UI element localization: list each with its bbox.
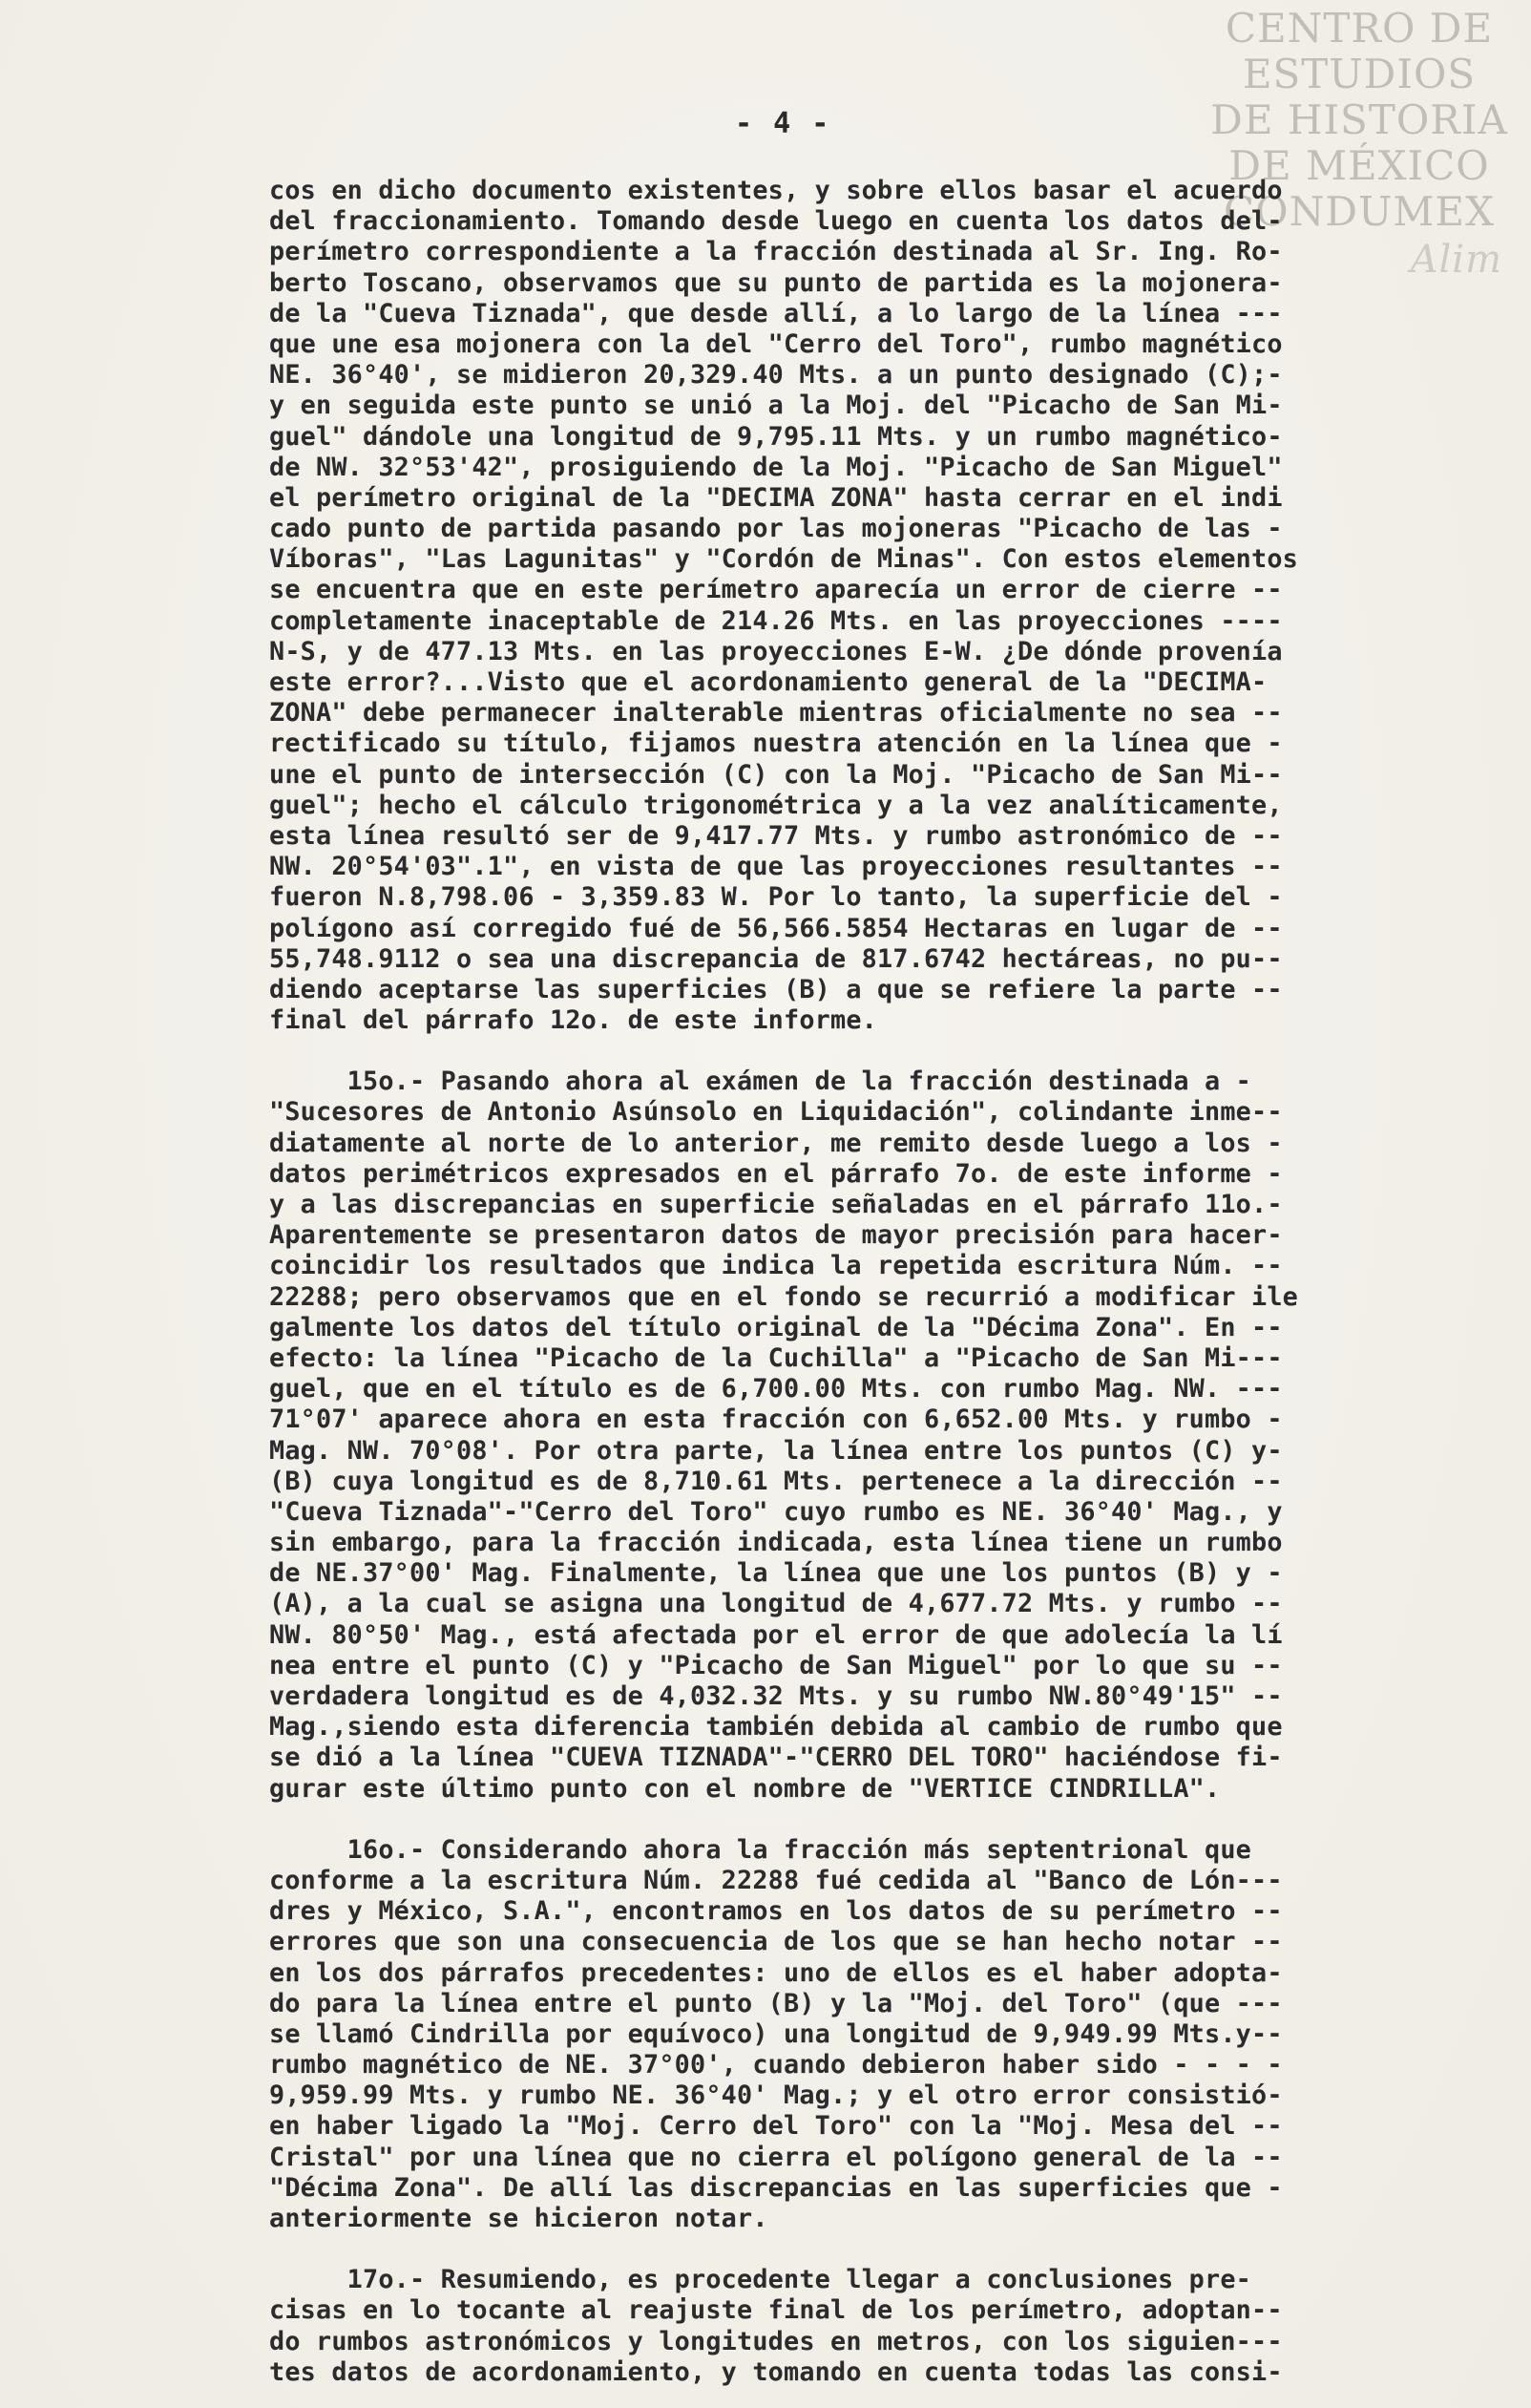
text-line: y en seguida este punto se unió a la Moj. del "Picacho de San Mi- [269,391,1283,421]
text-line: diendo aceptarse las superficies (B) a que se refiere la parte -- [269,974,1283,1004]
text-line: 22288; pero observamos que en el fondo se recurrió a modificar ile [269,1281,1298,1312]
text-line: conforme a la escritura Núm. 22288 fué cedida al "Banco de Lón--- [269,1865,1283,1895]
text-line: fueron N.8,798.06 - 3,359.83 W. Por lo tanto, la superficie del - [269,882,1283,913]
watermark-line-5: CONDUMEX [1224,188,1495,235]
text-line: que une esa mojonera con la del "Cerro del Toro", rumbo magnético [269,328,1283,359]
text-line: efecto: la línea "Picacho de la Cuchilla" a "Picacho de San Mi--- [269,1342,1283,1373]
text-line: NE. 36°40', se midieron 20,329.40 Mts. a un punto designado (C);- [269,360,1283,391]
text-line: diatamente al norte de lo anterior, me remito desde luego a los - [269,1128,1283,1158]
text-line: en los dos párrafos precedentes: uno de ellos es el haber adopta- [269,1957,1283,1988]
text-line: ZONA" debe permanecer inalterable mientras oficialmente no sea -- [269,698,1283,729]
text-line: de la "Cueva Tiznada", que desde allí, a lo largo de la línea --- [269,298,1283,328]
text-line: N-S, y de 477.13 Mts. en las proyecciones E-W. ¿De dónde provenía [269,636,1283,666]
text-line: NW. 20°54'03".1", en vista de que las proyecciones resultantes -- [269,852,1283,882]
page-number: - 4 - [735,107,831,140]
text-line: polígono así corregido fué de 56,566.5854 Hectaras en lugar de -- [269,913,1283,943]
text-line: Mag. NW. 70°08'. Por otra parte, la línea entre los puntos (C) y- [269,1435,1283,1466]
text-line: anteriormente se hicieron notar. [269,2204,768,2233]
text-line: "Décima Zona". De allí las discrepancias en las superficies que - [269,2172,1283,2203]
text-line: Cristal" por una línea que no cierra el polígono general de la -- [269,2142,1283,2172]
text-line: completamente inaceptable de 214.26 Mts. en las proyecciones ---- [269,605,1283,636]
watermark-line-2: ESTUDIOS [1242,51,1477,97]
text-line: verdadera longitud es de 4,032.32 Mts. y su rumbo NW.80°49'15" -- [269,1681,1283,1711]
watermark-signature: Alim [1410,238,1502,282]
text-line: guel" dándole una longitud de 9,795.11 Mts. y un rumbo magnético- [269,421,1283,452]
text-line: se llamó Cindrilla por equívoco) una longitud de 9,949.99 Mts.y-- [269,2018,1283,2049]
text-line: Víboras", "Las Lagunitas" y "Cordón de Minas". Con estos elementos [269,544,1298,575]
paragraph-gap [269,2234,1453,2265]
text-line: rumbo magnético de NE. 37°00', cuando debieron haber sido - - - - [269,2050,1283,2081]
paragraph-3 [269,1835,1453,2234]
text-line: Mag.,siendo esta diferencia también debida al cambio de rumbo que [269,1712,1283,1743]
text-line: guel, que en el título es de 6,700.00 Mts. con rumbo Mag. NW. --- [269,1374,1283,1405]
text-line: cado punto de partida pasando por las mojoneras "Picacho de las - [269,514,1283,544]
text-line: el perímetro original de la "DECIMA ZONA" hasta cerrar en el indi [269,482,1283,513]
text-line: Aparentemente se presentaron datos de mayor precisión para hacer- [269,1220,1283,1251]
text-line: datos perimétricos expresados en el párrafo 7o. de este informe - [269,1158,1283,1189]
text-line: une el punto de intersección (C) con la Moj. "Picacho de San Mi-- [269,759,1283,790]
text-line: errores que son una consecuencia de los que se han hecho notar -- [269,1927,1283,1957]
text-line: este error?...Visto que el acordonamiento general de la "DECIMA- [269,667,1268,697]
text-line: gurar este último punto con el nombre de "VERTICE CINDRILLA". [269,1773,1221,1804]
paragraph-gap [269,1036,1453,1067]
text-line: NW. 80°50' Mag., está afectada por el error de que adolecía la lí [269,1619,1283,1650]
text-line: galmente los datos del título original de la "Décima Zona". En -- [269,1312,1283,1342]
text-line: 9,959.99 Mts. y rumbo NE. 36°40' Mag.; y el otro error consistió- [269,2081,1283,2111]
text-line: y a las discrepancias en superficie señaladas en el párrafo 11o.- [269,1190,1283,1219]
paragraph-4 [269,2265,1453,2388]
text-line: "Cueva Tiznada"-"Cerro del Toro" cuyo rumbo es NE. 36°40' Mag., y [269,1496,1283,1527]
body-text [269,176,1453,2388]
text-line: nea entre el punto (C) y "Picacho de San Miguel" por lo que su -- [269,1650,1283,1680]
text-line: "Sucesores de Antonio Asúnsolo en Liquidación", colindante inme-- [269,1097,1283,1128]
text-line: cos en dicho documento existentes, y sobre ellos basar el acuerdo [269,176,1283,205]
text-line: se dió a la línea "CUEVA TIZNADA"-"CERRO DEL TORO" haciéndose fi- [269,1743,1283,1773]
text-line: 17o.- Resumiendo, es procedente llegar a conclusiones pre- [269,2265,1251,2295]
watermark-line-1: CENTRO DE [1225,5,1494,52]
text-line: de NE.37°00' Mag. Finalmente, la línea que une los puntos (B) y - [269,1558,1283,1589]
text-line: 15o.- Pasando ahora al exámen de la fracción destinada a - [269,1067,1251,1097]
text-line: dres y México, S.A.", encontramos en los datos de su perímetro -- [269,1896,1283,1927]
text-line: 16o.- Considerando ahora la fracción más septentrional que [269,1834,1251,1865]
text-line: guel"; hecho el cálculo trigonométrica y a la vez analíticamente, [269,790,1283,820]
text-line: del fraccionamiento. Tomando desde luego en cuenta los datos del- [269,206,1283,237]
text-line: de NW. 32°53'42", prosiguiendo de la Moj. "Picacho de San Miguel" [269,452,1283,482]
text-line: esta línea resultó ser de 9,417.77 Mts. y rumbo astronómico de -- [269,820,1283,851]
text-line: do para la línea entre el punto (B) y la "Moj. del Toro" (que --- [269,1988,1283,2018]
text-line: (B) cuya longitud es de 8,710.61 Mts. pertenece a la dirección -- [269,1466,1283,1496]
text-line: (A), a la cual se asigna una longitud de 4,677.72 Mts. y rumbo -- [269,1589,1283,1619]
watermark-line-4: DE MÉXICO [1228,142,1490,189]
text-line: 55,748.9112 o sea una discrepancia de 817.6742 hectáreas, no pu-- [269,943,1283,974]
text-line: en haber ligado la "Moj. Cerro del Toro" con la "Moj. Mesa del -- [269,2111,1283,2142]
paragraph-2 [269,1067,1453,1805]
text-line: berto Toscano, observamos que su punto de partida es la mojonera- [269,267,1283,298]
text-line: do rumbos astronómicos y longitudes en metros, con los siguien--- [269,2326,1283,2356]
text-line: final del párrafo 12o. de este informe. [269,1005,877,1036]
text-line: rectificado su título, fijamos nuestra atención en la línea que - [269,729,1283,759]
text-line: sin embargo, para la fracción indicada, esta línea tiene un rumbo [269,1528,1283,1558]
text-line: se encuentra que en este perímetro aparecía un error de cierre -- [269,575,1283,605]
watermark-line-3: DE HISTORIA [1210,96,1508,143]
paragraph-gap [269,1805,1453,1835]
text-line: perímetro correspondiente a la fracción destinada al Sr. Ing. Ro- [269,237,1283,267]
paragraph-1 [269,176,1453,1036]
text-line: coincidir los resultados que indica la repetida escritura Núm. -- [269,1251,1283,1281]
text-line: 71°07' aparece ahora en esta fracción con 6,652.00 Mts. y rumbo - [269,1405,1283,1435]
text-line: cisas en lo tocante al reajuste final de los perímetro, adoptan-- [269,2295,1283,2326]
text-line: tes datos de acordonamiento, y tomando en cuenta todas las consi- [269,2356,1283,2387]
